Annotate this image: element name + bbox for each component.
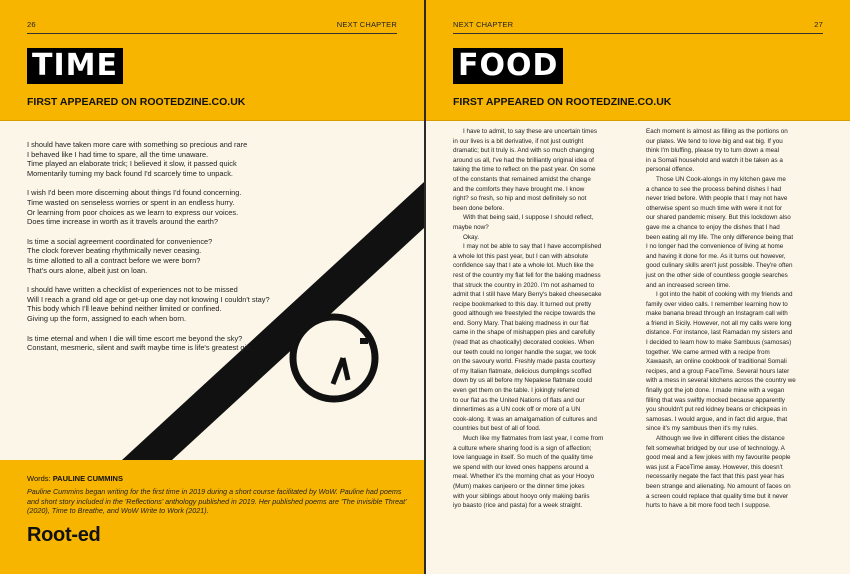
article-line: a whole lot this past year, but I can with absolute	[453, 252, 589, 260]
page-number: 26	[27, 20, 36, 29]
poem-stanza	[27, 188, 327, 226]
article-line: we spend with our loved ones happens around a	[453, 463, 589, 471]
article-line: With that being said, I suppose I should reflect,	[463, 214, 594, 222]
article-line: to our flat as the United Nations of flats and our	[453, 396, 585, 404]
article-line: in a Somali household and watch it be taken as a	[646, 156, 783, 164]
article-line: right? so fresh, so hip and most definitely so not	[453, 195, 587, 203]
page-title: FOOD	[453, 48, 563, 84]
source-kicker: FIRST APPEARED ON ROOTEDZINE.CO.UK	[27, 96, 246, 108]
poem-line: Momentarily turning my back found I'd scarcely time to unpack.	[27, 168, 233, 178]
author-name: PAULINE CUMMINS	[52, 474, 123, 483]
poem-stanza	[27, 285, 327, 323]
article-line: a screen could replace that quality time but it never	[646, 492, 789, 500]
article-line: personal offence.	[646, 166, 695, 174]
article-line: admit that I still have Mary Berry's baked cheesecake	[453, 291, 602, 299]
article-line: just on the other side of countless google searches	[646, 271, 788, 279]
poem-line: Constant, mesmeric, silent and swift maybe time is life's greatest gift.	[27, 343, 253, 353]
article-line: I decided to learn how to make Sambuus (samosas)	[646, 339, 792, 347]
poem-line: Is time a social agreement coordinated for convenience?	[27, 236, 213, 246]
article-line: of my Italian flatmate, delicious dumplings scoffed	[453, 367, 592, 375]
author-credit	[27, 474, 123, 483]
poem-line: I wish I'd been more discerning about things I'd found concerning.	[27, 188, 242, 198]
poem-stanza	[27, 334, 327, 353]
source-kicker: FIRST APPEARED ON ROOTEDZINE.CO.UK	[453, 96, 672, 108]
article-column-right	[646, 127, 828, 511]
article-line: with your siblings about hooyo only making bariis	[453, 492, 590, 500]
article-line: love language in itself. So much of the quality time	[453, 454, 594, 462]
article-line: I may not be able to say that I have accomplished	[463, 243, 602, 251]
poem-body	[27, 140, 327, 363]
article-line: our shared pandemic misery. But this lockdown also	[646, 214, 791, 222]
running-header: NEXT CHAPTER	[336, 20, 397, 29]
article-line: filling that was swiftly mocked because apparently	[646, 396, 785, 404]
article-line: dramatic; but it truly is. And with so much changing	[453, 147, 595, 155]
article-line: meal. Whether it's the morning chat as your Hooyo	[453, 473, 595, 481]
article-line: our teeth could no longer handle the sugar, we took	[453, 348, 597, 356]
article-line: our plates. We tend to love big and eat big. If you	[646, 137, 783, 145]
article-line: that struck the country in 2020. I'm not ashamed to	[453, 281, 595, 289]
article-line: Xawaash, an online cookbook of traditional Somali	[646, 358, 787, 366]
article-line: was just a FaceTime away. However, this doesn't	[646, 463, 783, 471]
article-line: taking the time to reflect on the past year. On some	[453, 166, 596, 174]
right-page	[426, 0, 850, 574]
article-line: I have to admit, to say these are uncertain times	[463, 128, 598, 135]
article-line: family over video calls. I remember learning how to	[646, 300, 788, 308]
poem-line: Or learning from poor choices as we learn to express our voices.	[27, 207, 239, 217]
article-line: on the savoury world. Freshly made pasta courtesy	[453, 358, 596, 366]
article-line: iyo baasto (rice and pasta) for a week straight.	[453, 502, 583, 510]
poem-stanza	[27, 237, 327, 275]
article-line: good culinary skills aren't just possible. They're often	[646, 262, 793, 270]
poem-line: Time wasted on senseless worries or spent in an endless hurry.	[27, 197, 235, 207]
poem-line: Time played an elaborate trick; I believed it slow, it passed quick	[27, 159, 237, 169]
article-line: and having it done for me. As it turns out however,	[646, 252, 786, 260]
left-page	[0, 0, 424, 574]
poem-line: Is time eternal and when I die will time escort me beyond the sky?	[27, 333, 243, 343]
article-line: you shouldn't put red kidney beans or chickpeas in	[646, 406, 787, 414]
article-line: samosas. I would argue, and in fact did argue, that	[646, 415, 788, 423]
article-line: (read that as chaotically) decorated cookies. When	[453, 339, 595, 347]
article-line: necessarily negate the fact that this past year has	[646, 473, 785, 481]
article-line: since it's my sambuus then it's my rules.	[646, 425, 758, 433]
article-line: cook-along. It was an amalgamation of cultures and	[453, 415, 597, 423]
article-line: distance. For instance, last Ramadan my sisters and	[646, 329, 793, 337]
article-line: and an increased screen time.	[646, 281, 731, 289]
article-line: of the constants that remained amidst the change	[453, 175, 591, 183]
article-line: came in the shape of mishappen pies and carefully	[453, 329, 595, 337]
article-line: with a mess in several kitchens across the country we	[646, 377, 796, 385]
article-line: recipe bookmarked to this day. It turned out pretty	[453, 300, 592, 308]
article-line: been eating all my life. The only difference being that	[646, 233, 794, 241]
article-line: a culture where sharing food is a sign of affection;	[453, 444, 592, 452]
article-line: around us all, I've had the brilliantly original idea of	[453, 156, 594, 164]
article-column-left	[453, 127, 635, 511]
article-line: in our lives is a bit derivative, if not just outright	[453, 137, 584, 145]
article-line: hurts to have a bit more food tech I suppose.	[646, 502, 771, 510]
article-line: Much like my flatmates from last year, I come from	[463, 435, 604, 442]
article-line: confidence say that I ate a whole lot. Much like the	[453, 262, 594, 270]
article-line: countries but best of all of food.	[453, 425, 541, 433]
page-number: 27	[814, 20, 823, 29]
article-line: maybe now?	[453, 223, 489, 231]
article-line: think I'm bluffing, please try to turn down a meal	[646, 147, 780, 155]
article-line: good meal and a few jokes with my favourite people	[646, 454, 791, 462]
poem-line: This body which I'll leave behind neither limited or confined.	[27, 304, 222, 314]
author-bio: Pauline Cummins began writing for the first time in 2019 during a short course facilitated by WoW. Pauline had poems and short story included in the 'Reflections' anthology published in 2019. Her published poems are 'The invisible Threat' (2020), Time to Breathe, and WoW Write to Work (2021).	[27, 487, 407, 516]
article-line: rest of the country my flat fell for the baking madness	[453, 271, 601, 279]
article-line: make banana bread through an Instagram call with	[646, 310, 788, 318]
article-line: Although we live in different cities the distance	[656, 435, 785, 442]
article-line: recipes, and a group FaceTime. Several hours later	[646, 367, 790, 375]
article-line: Those UN Cook-alongs in my kitchen gave me	[656, 175, 786, 183]
article-line: a friend in Sicily. However, not all my calls were long	[646, 319, 792, 327]
header-rule	[453, 33, 823, 34]
credit-label: Words:	[27, 474, 53, 483]
article-line: otherwise spent so much time with were it not for	[646, 204, 783, 212]
article-line: Okay.	[463, 233, 479, 241]
article-line: a chance to see the process behind dishes I had	[646, 185, 782, 193]
poem-line: Is time allotted to all a contract before we were born?	[27, 255, 201, 265]
article-line: (Mum) makes canjeero or the dinner time jokes	[453, 482, 585, 490]
article-line: end. Sorry Mary. That baking madness in our flat	[453, 319, 589, 327]
article-line: I no longer had the convenience of living at home	[646, 243, 784, 251]
poem-line: I behaved like I had time to spare, all the time unaware.	[27, 149, 209, 159]
article-line: Each moment is almost as filling as the portions on	[646, 128, 788, 135]
page-title: TIME	[27, 48, 123, 84]
poem-line: Does time increase in worth as it travels around the earth?	[27, 217, 219, 227]
brand-logo: Root-ed	[27, 524, 101, 546]
poem-line: Will I reach a grand old age or get-up one day not knowing I couldn't stay?	[27, 294, 270, 304]
poem-line: That's ours alone, albeit just on loan.	[27, 265, 148, 275]
poem-stanza	[27, 140, 327, 178]
article-line: been done before.	[453, 204, 505, 212]
article-line: never tried before. With people that I may not have	[646, 195, 788, 203]
article-line: and the comforts they have brought me. I know	[453, 185, 585, 193]
article-line: even get them on the table. I jokingly referred	[453, 387, 580, 395]
poem-line: Giving up the form, assigned to each when born.	[27, 313, 186, 323]
article-line: good although we freestyled the recipe towards the	[453, 310, 596, 318]
article-line: gave me a chance to enjoy the dishes that I had	[646, 223, 780, 231]
article-line: dinnertimes as a UN cook off or more of a UN	[453, 406, 581, 414]
article-line: felt somewhat bridged by our use of technology. A	[646, 444, 785, 452]
poem-line: The clock forever beating rhythmically never ceasing.	[27, 246, 202, 256]
running-header: NEXT CHAPTER	[453, 20, 514, 29]
poem-line: I should have taken more care with something so precious and rare	[27, 140, 248, 149]
article-line: I got into the habit of cooking with my friends and	[656, 291, 793, 299]
article-line: been strange and alienating. No amount of faces on	[646, 482, 791, 490]
article-line: finally got the job done. I made mine with a vegan	[646, 387, 785, 395]
article-line: down by us all before my Nepalese flatmate could	[453, 377, 592, 385]
poem-line: I should have written a checklist of experiences not to be missed	[27, 285, 238, 295]
article-line: together. We came armed with a recipe from	[646, 348, 770, 356]
